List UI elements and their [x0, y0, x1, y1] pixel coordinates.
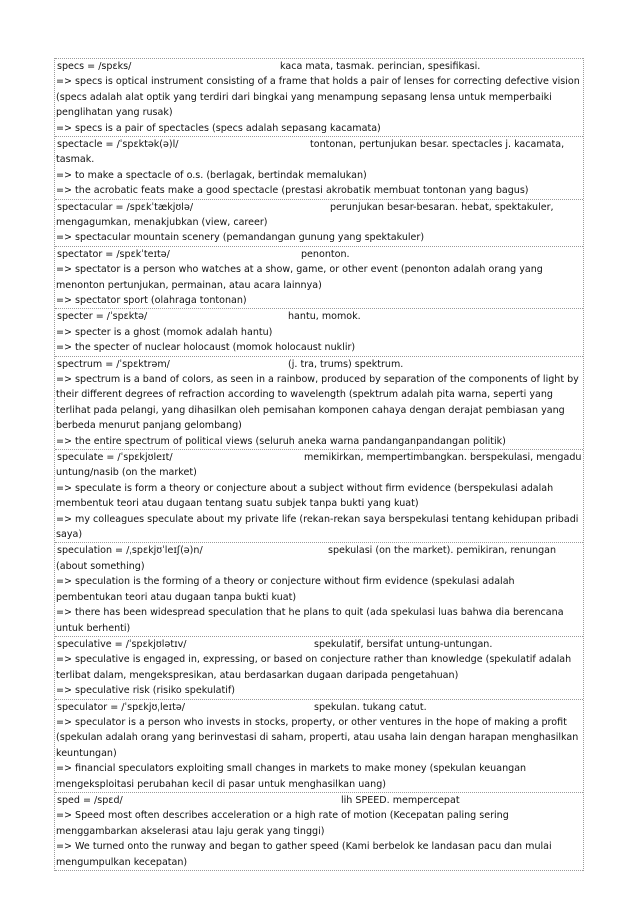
- entry-header: [56, 59, 583, 74]
- entry-speculator: [55, 699, 583, 792]
- entry-speculate: [55, 449, 583, 542]
- entry-example: => speculative risk (risiko spekulatif): [56, 685, 235, 697]
- entry-meaning: tontonan, pertunjukan besar. spectacles j. kacamata,: [310, 139, 565, 151]
- entry-meaning: lih SPEED. mempercepat: [341, 794, 460, 806]
- entry-header: [56, 793, 583, 808]
- entry-term: specter = /ˈspɛktə/: [57, 311, 148, 323]
- entry-example: => spectator sport (olahraga tontonan): [56, 295, 247, 307]
- entry-specter: [55, 308, 583, 355]
- entry-term: speculator = /ˈspɛkjʊˌleɪtə/: [57, 701, 185, 713]
- entry-term: sped = /spɛd/: [57, 794, 123, 806]
- entry-spectrum: [55, 356, 583, 449]
- entry-definition: => specter is a ghost (momok adalah hantu): [56, 326, 273, 338]
- entry-speculative: [55, 636, 583, 699]
- entry-example: => there has been widespread speculation that he plans to quit (ada spekulasi luas bahwa dia berencana untuk berhenti): [56, 607, 564, 634]
- entry-header: [56, 357, 583, 372]
- entry-meaning: kaca mata, tasmak. perincian, spesifikasi.: [280, 61, 481, 72]
- entry-example: => the acrobatic feats make a good spectacle (prestasi akrobatik membuat tontonan yang bagus): [56, 185, 529, 197]
- entry-example: => the specter of nuclear holocaust (momok holocaust nuklir): [56, 342, 356, 354]
- entry-meaning: hantu, momok.: [288, 311, 361, 323]
- entry-header: [56, 700, 583, 715]
- entry-meaning-continued: tasmak.: [56, 154, 95, 166]
- entry-definition: => speculation is the forming of a theory or conjecture without firm evidence (spekulasi adalah pembentukan teori atau dugaan tanpa bukti kuat): [56, 576, 515, 603]
- entry-header: [56, 200, 583, 215]
- entry-definition: => spectrum is a band of colors, as seen in a rainbow, produced by separation of the components of light by their different degrees of refraction according to wavelength (spektrum adalah pita warna, seperti yang terlihat pada pelangi, yang dihasilkan oleh pemisahan komponen cahaya dengan derajat pembiasan yang berbeda menurut panjang gelombang): [56, 374, 579, 432]
- entry-meaning-continued: mengagumkan, menakjubkan (view, career): [56, 217, 268, 229]
- entry-meaning: spekulatif, bersifat untung-untungan.: [314, 638, 493, 650]
- entry-spectator: [55, 246, 583, 309]
- entry-term: speculative = /ˈspɛkjʊlətɪv/: [57, 638, 187, 650]
- entry-term: spectacle = /ˈspɛktək(ə)l/: [57, 139, 179, 151]
- entry-definition: => specs is optical instrument consisting of a frame that holds a pair of lenses for correcting defective vision (specs adalah alat optik yang terdiri dari bingkai yang menampung sepasang lensa untuk memperbaiki penglihatan yang rusak): [56, 76, 580, 119]
- entry-meaning-continued: untung/nasib (on the market): [56, 467, 197, 479]
- dictionary-page: [54, 58, 584, 871]
- entry-example: => specs is a pair of spectacles (specs adalah sepasang kacamata): [56, 122, 381, 134]
- entry-definition: => to make a spectacle of o.s. (berlagak, bertindak memalukan): [56, 169, 367, 181]
- entry-header: [56, 637, 583, 652]
- entry-header: [56, 450, 583, 465]
- entry-example: => my colleagues speculate about my private life (rekan-rekan saya berspekulasi tentang kehidupan pribadi saya): [56, 513, 579, 541]
- entry-sped: [55, 792, 583, 871]
- entry-meaning: spekulasi (on the market). pemikiran, renungan: [328, 545, 557, 557]
- entry-term: spectator = /spɛkˈteɪtə/: [57, 248, 170, 260]
- entry-definition: => spectator is a person who watches at a show, game, or other event (penonton adalah orang yang menonton pertunjukan, permainan, atau acara lainnya): [56, 264, 543, 291]
- entry-term: spectrum = /ˈspɛktrəm/: [57, 358, 170, 370]
- entry-definition: => speculator is a person who invests in stocks, property, or other ventures in the hope of making a profit (spekulan adalah orang yang berinvestasi di saham, properti, atau usaha lain dengan harapan menghasilkan keuntungan): [56, 716, 579, 759]
- entry-spectacular: [55, 199, 583, 246]
- entry-term: speculate = /ˈspɛkjʊleɪt/: [57, 452, 173, 464]
- entry-definition: => Speed most often describes acceleration or a high rate of motion (Kecepatan paling sering menggambarkan akselerasi atau laju gerak yang tinggi): [56, 810, 509, 837]
- entry-header: [56, 137, 583, 152]
- entry-example: => the entire spectrum of political views (seluruh aneka warna pandanganpandangan politik): [56, 435, 506, 447]
- entry-definition: => speculate is form a theory or conjecture about a subject without firm evidence (berspekulasi adalah membentuk teori atau dugaan tentang suatu subjek tanpa bukti yang kuat): [56, 482, 554, 510]
- entry-meaning: spekulan. tukang catut.: [314, 701, 427, 713]
- entry-header: [56, 543, 583, 558]
- entry-meaning: penonton.: [301, 248, 350, 260]
- entry-specs: [55, 58, 583, 136]
- entry-meaning: (j. tra, trums) spektrum.: [288, 358, 404, 370]
- entry-header: [56, 309, 583, 324]
- entry-definition: => speculative is engaged in, expressing, or based on conjecture rather than knowledge (spekulatif adalah terlibat dalam, mengekspresikan, atau berdasarkan dugaan daripada pengetahuan): [56, 654, 572, 681]
- entry-meaning: perunjukan besar-besaran. hebat, spektakuler,: [330, 201, 554, 213]
- entry-example: => We turned onto the runway and began to gather speed (Kami berbelok ke landasan pacu dan mulai mengumpulkan kecepatan): [56, 841, 552, 868]
- entry-definition: => spectacular mountain scenery (pemandangan gunung yang spektakuler): [56, 232, 425, 244]
- entry-term: spectacular = /spɛkˈtækjʊlə/: [57, 201, 194, 213]
- entry-meaning-continued: (about something): [56, 560, 145, 572]
- entry-term: specs = /spɛks/: [57, 61, 132, 72]
- entry-meaning: memikirkan, mempertimbangkan. berspekulasi, mengadu: [304, 452, 582, 464]
- entry-header: [56, 247, 583, 262]
- entry-spectacle: [55, 136, 583, 199]
- entry-example: => financial speculators exploiting small changes in markets to make money (spekulan keuangan mengeksploitasi perubahan kecil di pasar untuk menghasilkan uang): [56, 763, 527, 790]
- entry-term: speculation = /ˌspɛkjʊˈleɪʃ(ə)n/: [57, 545, 203, 557]
- entry-speculation: [55, 542, 583, 635]
